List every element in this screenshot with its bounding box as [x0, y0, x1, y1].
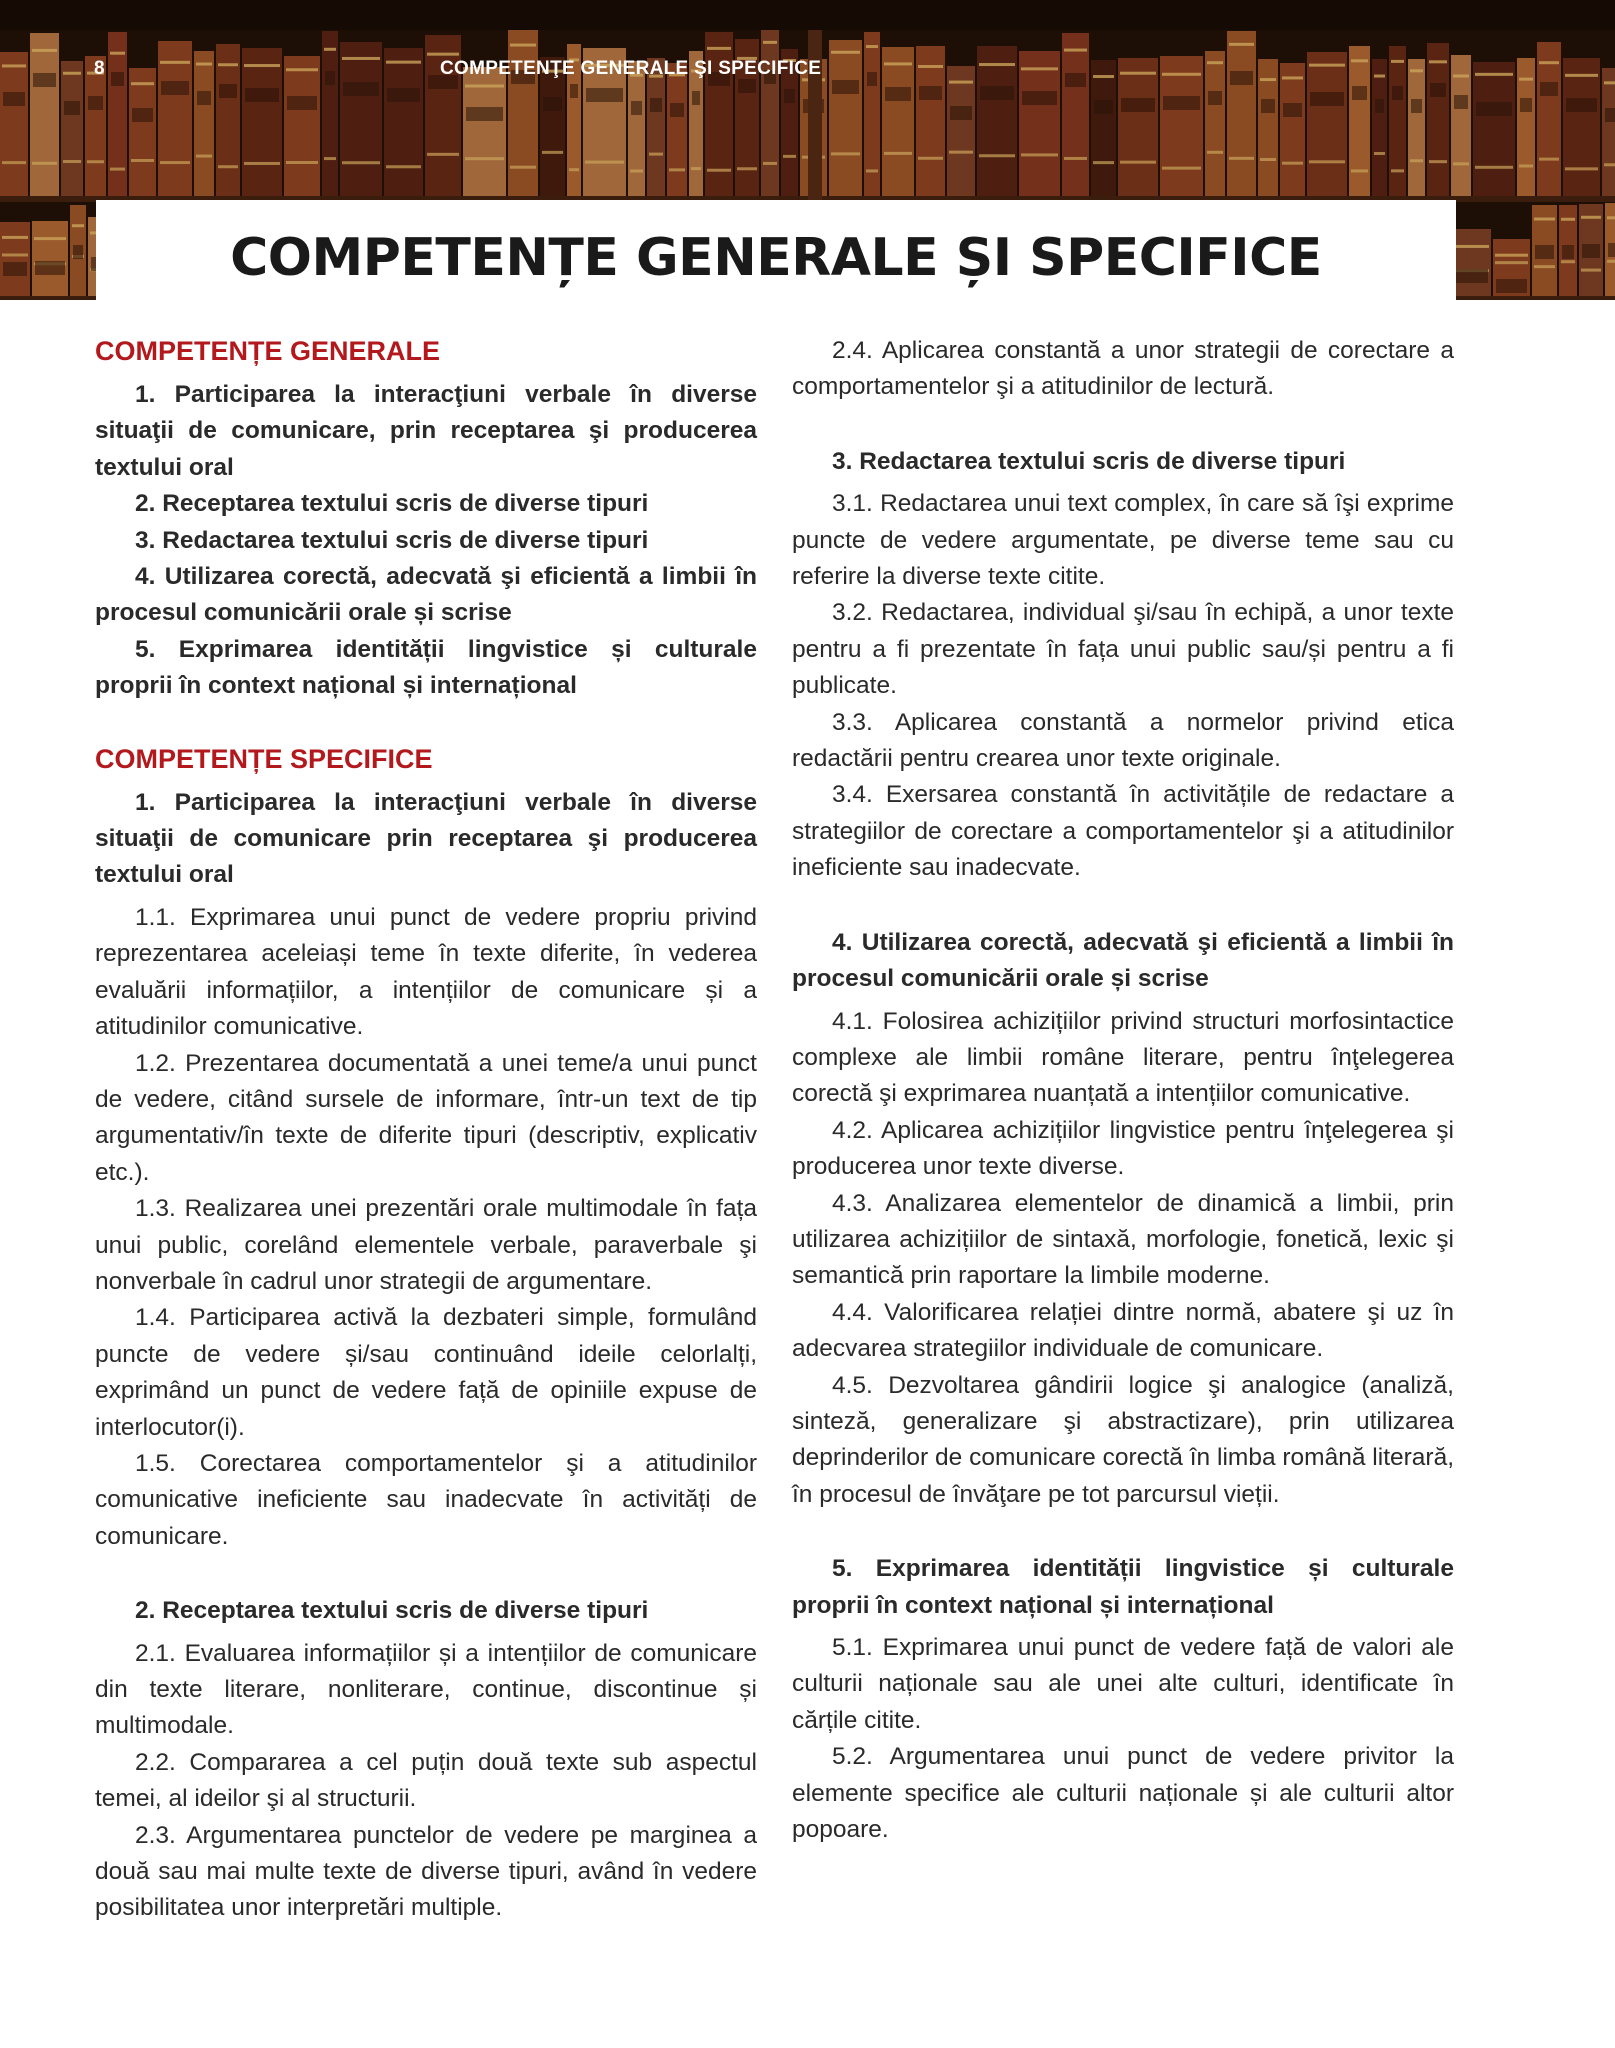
- page-title: COMPETENȚE GENERALE ȘI SPECIFICE: [230, 228, 1322, 288]
- specific-item: 2.1. Evaluarea informațiilor și a intențiilor de comunicare din texte literare, nonliterare, continue, discontinue și multimodale.: [95, 1639, 757, 1740]
- general-item: 4. Utilizarea corectă, adecvată şi eficientă a limbii în procesul comunicării orale și scrise: [95, 563, 757, 627]
- specific-item: 2.4. Aplicarea constantă a unor strategii de corectare a comportamentelor şi a atitudinilor de lectură.: [792, 337, 1454, 401]
- left-column: [95, 333, 757, 1927]
- specific-group-title: 4. Utilizarea corectă, adecvată şi eficientă a limbii în procesul comunicării orale și scrise: [792, 928, 1454, 993]
- general-item: 3. Redactarea textului scris de diverse tipuri: [135, 526, 649, 554]
- specific-item: 4.1. Folosirea achizițiilor privind structuri morfosintactice complexe ale limbii române literare, pentru înţelegerea corectă şi exprimarea nuanțată a intențiilor comunicative.: [792, 1007, 1454, 1108]
- specific-item: 4.2. Aplicarea achizițiilor lingvistice pentru înţelegerea şi producerea unor texte diverse.: [792, 1116, 1454, 1181]
- specific-group-title: 2. Receptarea textului scris de diverse tipuri: [135, 1597, 649, 1625]
- specific-item: 1.5. Corectarea comportamentelor şi a atitudinilor comunicative ineficiente sau inadecvate în activități de comunicare.: [95, 1449, 757, 1550]
- general-heading: COMPETENȚE GENERALE: [95, 336, 441, 366]
- specific-item: 4.3. Analizarea elementelor de dinamică a limbii, prin utilizarea achizițiilor de sintaxă, morfologie, fonetică, lexic şi semantică prin raportare la limbile moderne.: [792, 1189, 1454, 1290]
- specific-item: 5.2. Argumentarea unui punct de vedere privitor la elemente specifice ale culturii naționale și ale culturii altor popoare.: [792, 1743, 1454, 1844]
- specific-item: 4.4. Valorificarea relației dintre normă, abatere şi uz în adecvarea strategiilor individuale de comunicare.: [792, 1298, 1454, 1363]
- specific-item: 1.3. Realizarea unei prezentări orale multimodale în fața unui public, corelând elementele verbale, paraverbale şi nonverbale în cadrul unor strategii de argumentare.: [95, 1195, 757, 1295]
- specific-item: 1.2. Prezentarea documentată a unei teme/a unui punct de vedere, citând sursele de informare, într-un text de tip argumentativ/în texte de diferite tipuri (descriptiv, explicativ etc.).: [95, 1049, 757, 1186]
- specific-item: 3.3. Aplicarea constantă a normelor privind etica redactării pentru crearea unor texte originale.: [792, 708, 1454, 773]
- title-box: [96, 200, 1456, 300]
- specific-item: 3.2. Redactarea, individual şi/sau în echipă, a unor texte pentru a fi prezentate în fața unui public sau/și pentru a fi publicate.: [792, 599, 1454, 700]
- specific-heading: COMPETENȚE SPECIFICE: [95, 743, 433, 774]
- specific-item: 2.2. Compararea a cel puțin două texte sub aspectul temei, al ideilor şi al structurii.: [95, 1748, 757, 1813]
- page-number: 8: [94, 58, 105, 79]
- specific-group-title: 1. Participarea la interacţiuni verbale în diverse situaţii de comunicare prin receptarea şi producerea textului oral: [95, 788, 757, 889]
- specific-item: 3.1. Redactarea unui text complex, în care să îşi exprime puncte de vedere argumentate, pe diverse teme sau cu referire la diverse texte citite.: [792, 490, 1454, 591]
- general-item: 2. Receptarea textului scris de diverse tipuri: [135, 490, 649, 518]
- specific-group-title: 5. Exprimarea identității lingvistice și culturale proprii în context național și internațional: [792, 1555, 1454, 1619]
- specific-group-title: 3. Redactarea textului scris de diverse tipuri: [832, 447, 1346, 475]
- general-item: 5. Exprimarea identității lingvistice și culturale proprii în context național și internațional: [95, 635, 757, 700]
- running-head: COMPETENŢE GENERALE ŞI SPECIFICE: [440, 58, 822, 79]
- right-column: [792, 333, 1454, 1848]
- specific-item: 4.5. Dezvoltarea gândirii logice şi analogice (analiză, sinteză, generalizare şi abstractizare), prin utilizarea deprinderilor de comunicare corectă în limba română literară, în procesul de învăţare pe tot parcursul vieții.: [792, 1371, 1454, 1508]
- bookshelf-banner: [0, 0, 1615, 300]
- specific-item: 1.1. Exprimarea unui punct de vedere propriu privind reprezentarea aceleiași teme în texte diferite, în vederea evaluării informațiilor, a intențiilor de comunicare și a atitudinilor comunicative.: [95, 903, 757, 1041]
- specific-item: 1.4. Participarea activă la dezbateri simple, formulând puncte de vedere și/sau continuând ideile celorlalți, exprimând un punct de vedere față de opiniile expuse de interlocutor(i).: [95, 1304, 757, 1441]
- specific-item: 3.4. Exersarea constantă în activitățile de redactare a strategiilor de corectare a comportamentelor şi a atitudinilor ineficiente sau inadecvate.: [792, 781, 1454, 882]
- specific-item: 2.3. Argumentarea punctelor de vedere pe marginea a două sau mai multe texte de diverse tipuri, având în vedere posibilitatea unor interpretări multiple.: [95, 1821, 757, 1922]
- specific-item: 5.1. Exprimarea unui punct de vedere față de valori ale culturii naționale sau ale unei alte culturi, identificate în cărțile citite.: [792, 1634, 1454, 1734]
- general-item: 1. Participarea la interacţiuni verbale în diverse situaţii de comunicare, prin receptarea şi producerea textului oral: [95, 381, 757, 481]
